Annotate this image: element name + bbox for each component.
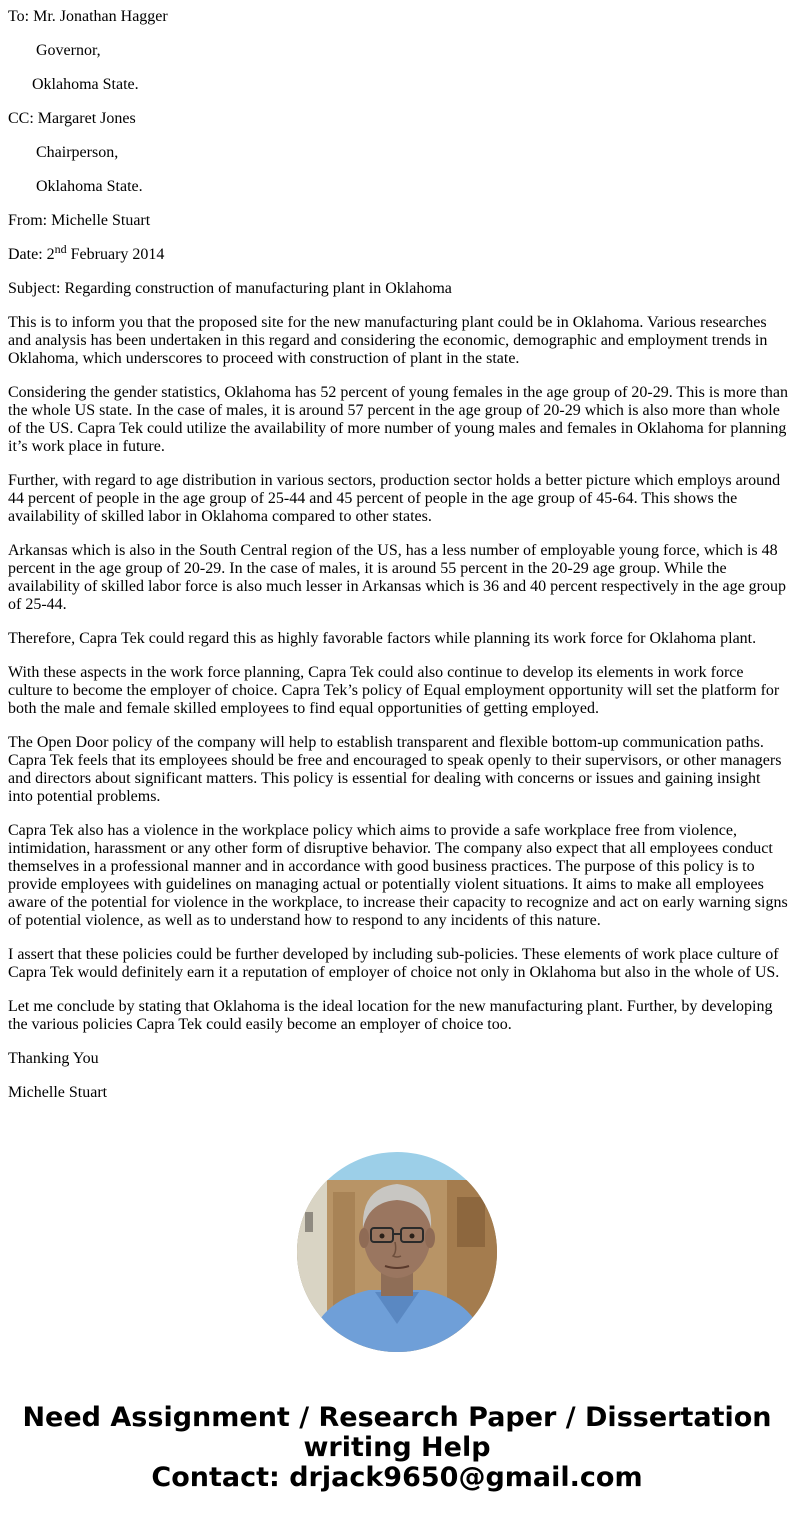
to-organization: Oklahoma State. bbox=[32, 76, 139, 93]
closing-signature: Michelle Stuart bbox=[8, 1084, 108, 1101]
date-superscript: nd bbox=[54, 242, 67, 256]
date-prefix: Date: 2 bbox=[8, 246, 55, 263]
body-paragraph: I assert that these policies could be further developed by including sub-policies. These elements of work place culture of Capra Tek would definitely earn it a reputation of employer of choice not only in Oklahoma but also in the whole of US. bbox=[8, 946, 780, 981]
to-title: Governor, bbox=[36, 42, 101, 59]
author-avatar bbox=[297, 1152, 497, 1352]
cc-organization: Oklahoma State. bbox=[36, 178, 143, 195]
date-line bbox=[8, 242, 788, 264]
body-paragraph: The Open Door policy of the company will help to establish transparent and flexible bottom-up communication paths. Capra Tek feels that its employees should be free and encouraged to speak openly to their supervisors, or other managers and directors about significant matters. This policy is essential for dealing with concerns or issues and gaining insight into potential problems. bbox=[8, 734, 782, 805]
body-paragraph: Capra Tek also has a violence in the workplace policy which aims to provide a safe workplace free from violence, intimidation, harassment or any other form of disruptive behavior. The company also expect that all employees conduct themselves in a professional manner and in accordance with good business practices. The purpose of this policy is to provide employees with guidelines on managing actual or potentially violent situations. It aims to make all employees aware of the potential for violence in the workplace, to increase their capacity to recognize and act on early warning signs of potential violence, as well as to understand how to respond to any incidents of this nature. bbox=[8, 822, 788, 929]
cc-line: CC: Margaret Jones bbox=[8, 110, 136, 127]
subject-line: Subject: Regarding construction of manufacturing plant in Oklahoma bbox=[8, 280, 452, 297]
from-line: From: Michelle Stuart bbox=[8, 212, 151, 229]
body-paragraph: Therefore, Capra Tek could regard this as highly favorable factors while planning its work force for Oklahoma plant. bbox=[8, 630, 757, 647]
body-paragraph: Further, with regard to age distribution in various sectors, production sector holds a better picture which employs around 44 percent of people in the age group of 25-44 and 45 percent of people in the age group of 45-64. This shows the availability of skilled labor in Oklahoma compared to other states. bbox=[8, 472, 781, 525]
footer-line-1: Need Assignment / Research Paper / Dissertation bbox=[22, 1402, 772, 1433]
to-line: To: Mr. Jonathan Hagger bbox=[8, 8, 168, 25]
footer-contact: Contact: drjack9650@gmail.com bbox=[151, 1462, 643, 1493]
footer-line-2: writing Help bbox=[303, 1432, 491, 1463]
letter bbox=[8, 8, 788, 1118]
cc-title: Chairperson, bbox=[36, 144, 119, 161]
closing-thanks: Thanking You bbox=[8, 1050, 99, 1067]
body-paragraph: With these aspects in the work force planning, Capra Tek could also continue to develop its elements in work force culture to become the employer of choice. Capra Tek’s policy of Equal employment opportunity will set the platform for both the male and female skilled employees to find equal opportunities of getting employed. bbox=[8, 664, 780, 717]
date-suffix: February 2014 bbox=[66, 246, 165, 263]
body-paragraph: This is to inform you that the proposed site for the new manufacturing plant could be in Oklahoma. Various researches and analysis has been undertaken in this regard and considering the economic, demographic and employment trends in Oklahoma, which underscores to proceed with construction of plant in the state. bbox=[8, 314, 768, 367]
body-paragraph: Considering the gender statistics, Oklahoma has 52 percent of young females in the age group of 20-29. This is more than the whole US state. In the case of males, it is around 57 percent in the age group of 20-29 which is also more than whole of the US. Capra Tek could utilize the availability of more number of young males and females in Oklahoma for planning it’s work place in future. bbox=[8, 384, 788, 455]
body-paragraph: Let me conclude by stating that Oklahoma is the ideal location for the new manufacturing plant. Further, by developing the various policies Capra Tek could easily become an employer of choice too. bbox=[8, 998, 773, 1033]
footer-promo bbox=[0, 1403, 794, 1493]
body-paragraph: Arkansas which is also in the South Central region of the US, has a less number of employable young force, which is 48 percent in the age group of 20-29. In the case of males, it is around 55 percent in the 20-29 age group. While the availability of skilled labor force is also much lesser in Arkansas which is 36 and 40 percent respectively in the age group of 25-44. bbox=[8, 542, 786, 613]
